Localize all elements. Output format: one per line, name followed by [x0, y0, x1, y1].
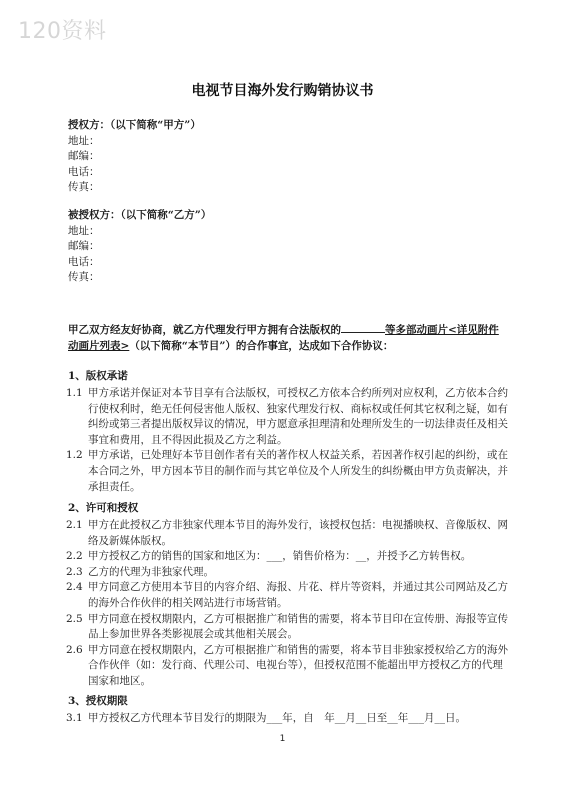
clause-2-4: [68, 580, 508, 611]
clause-text: 甲方同意乙方使用本节目的内容介绍、海报、片花、样片等资料，并通过其公司网站及乙方的海外合作伙伴的相关网站进行市场营销。: [88, 581, 508, 609]
party-a-phone: 电话：: [68, 165, 100, 178]
party-a-block: [68, 118, 201, 196]
party-b-phone: 电话：: [68, 255, 100, 268]
party-a-heading: 授权方：（以下简称“甲方”）: [68, 119, 201, 131]
clause-text: 甲方同意在授权期限内，乙方可根据推广和销售的需要，将本节目非独家授权给乙方的海外合作伙伴（如：发行商、代理公司、电视台等），但授权范围不能超出甲方授权乙方的代理国家和地区。: [88, 643, 508, 687]
page-number: 1: [279, 734, 286, 744]
section-license: [68, 500, 508, 690]
intro-blank: [341, 322, 385, 333]
section-title: 2、许可和授权: [68, 502, 139, 514]
intro-text-1: 甲乙双方经友好协商，就乙方代理发行甲方拥有合法版权的: [68, 324, 341, 336]
clause-number: 2.3: [66, 565, 83, 578]
clause-text: 甲方授权乙方代理本节目发行的期限为___年，自 年__月__日至__年___月__日。: [88, 712, 466, 724]
clause-number: 2.1: [66, 519, 83, 531]
clause-text: 甲方承诺，已处理好本节目创作者有关的著作权人权益关系，若因著作权引起的纠纷，或在本合同之外，甲方因本节目的制作而与其它单位及个人所发生的纠纷概由甲方负责解决，并承担责任。: [88, 449, 508, 493]
section-title: 1、版权承诺: [68, 370, 128, 382]
intro-text-3: （以下简称“本节目”）的合作事宜，达成如下合作协议：: [129, 340, 394, 352]
party-b-block: [68, 208, 211, 286]
clause-number: 2.6: [66, 643, 83, 656]
document-title: 电视节目海外发行购销协议书: [191, 83, 374, 99]
clause-text: 甲方在此授权乙方非独家代理本节目的海外发行，该授权包括：电视播映权、音像版权、网络及新媒体版权。: [88, 519, 508, 547]
clause-number: 1.2: [66, 449, 83, 462]
party-b-heading: 被授权方：（以下简称“乙方”）: [68, 209, 212, 221]
clause-2-2: [68, 549, 508, 565]
watermark-logo: 120资料: [18, 19, 107, 44]
intro-text-2: 等多部动画片<详见附件动画片列表>: [68, 324, 499, 352]
clause-2-1: [68, 518, 508, 549]
clause-number: 2.4: [66, 581, 83, 594]
clause-2-5: [68, 612, 508, 643]
party-b-address: 地址：: [68, 224, 100, 237]
intro-paragraph: [68, 322, 508, 354]
clause-2-6: [68, 643, 508, 690]
section-title: 3、授权期限: [68, 695, 128, 707]
clause-2-3: [68, 565, 508, 581]
clause-text: 甲方授权乙方的销售的国家和地区为：___，销售价格为：__，并授予乙方转售权。: [88, 550, 472, 563]
party-a-address: 地址：: [68, 134, 100, 147]
party-b-postcode: 邮编：: [68, 240, 100, 252]
clause-text: 甲方承诺并保证对本节目享有合法版权，可授权乙方依本合约所列对应权利，乙方依本合约行使权利时，绝无任何侵害他人版权、独家代理发行权、商标权或任何其它权利之疑，如有纠纷或第三者提出版权异议的情况，甲方愿意承担理清和处理所发生的一切法律责任及相关事宜和费用，且不得因此损及乙方之利益。: [88, 387, 508, 446]
clause-3-1: [68, 711, 508, 727]
clause-text: 乙方的代理为非独家代理。: [88, 565, 214, 578]
section-term: [68, 693, 508, 727]
clause-text: 甲方同意在授权期限内，乙方可根据推广和销售的需要，将本节目印在宣传册、海报等宣传品上参加世界各类影视展会或其他相关展会。: [88, 612, 508, 641]
clause-number: 3.1: [66, 712, 83, 724]
clause-number: 2.5: [66, 612, 83, 625]
section-copyright: [68, 368, 508, 495]
party-a-postcode: 邮编：: [68, 150, 100, 162]
party-b-fax: 传真：: [68, 271, 100, 283]
clause-1-2: [68, 448, 508, 495]
clause-number: 2.2: [66, 550, 83, 563]
party-a-fax: 传真：: [68, 181, 100, 193]
clause-number: 1.1: [66, 387, 83, 399]
clause-1-1: [68, 386, 508, 448]
